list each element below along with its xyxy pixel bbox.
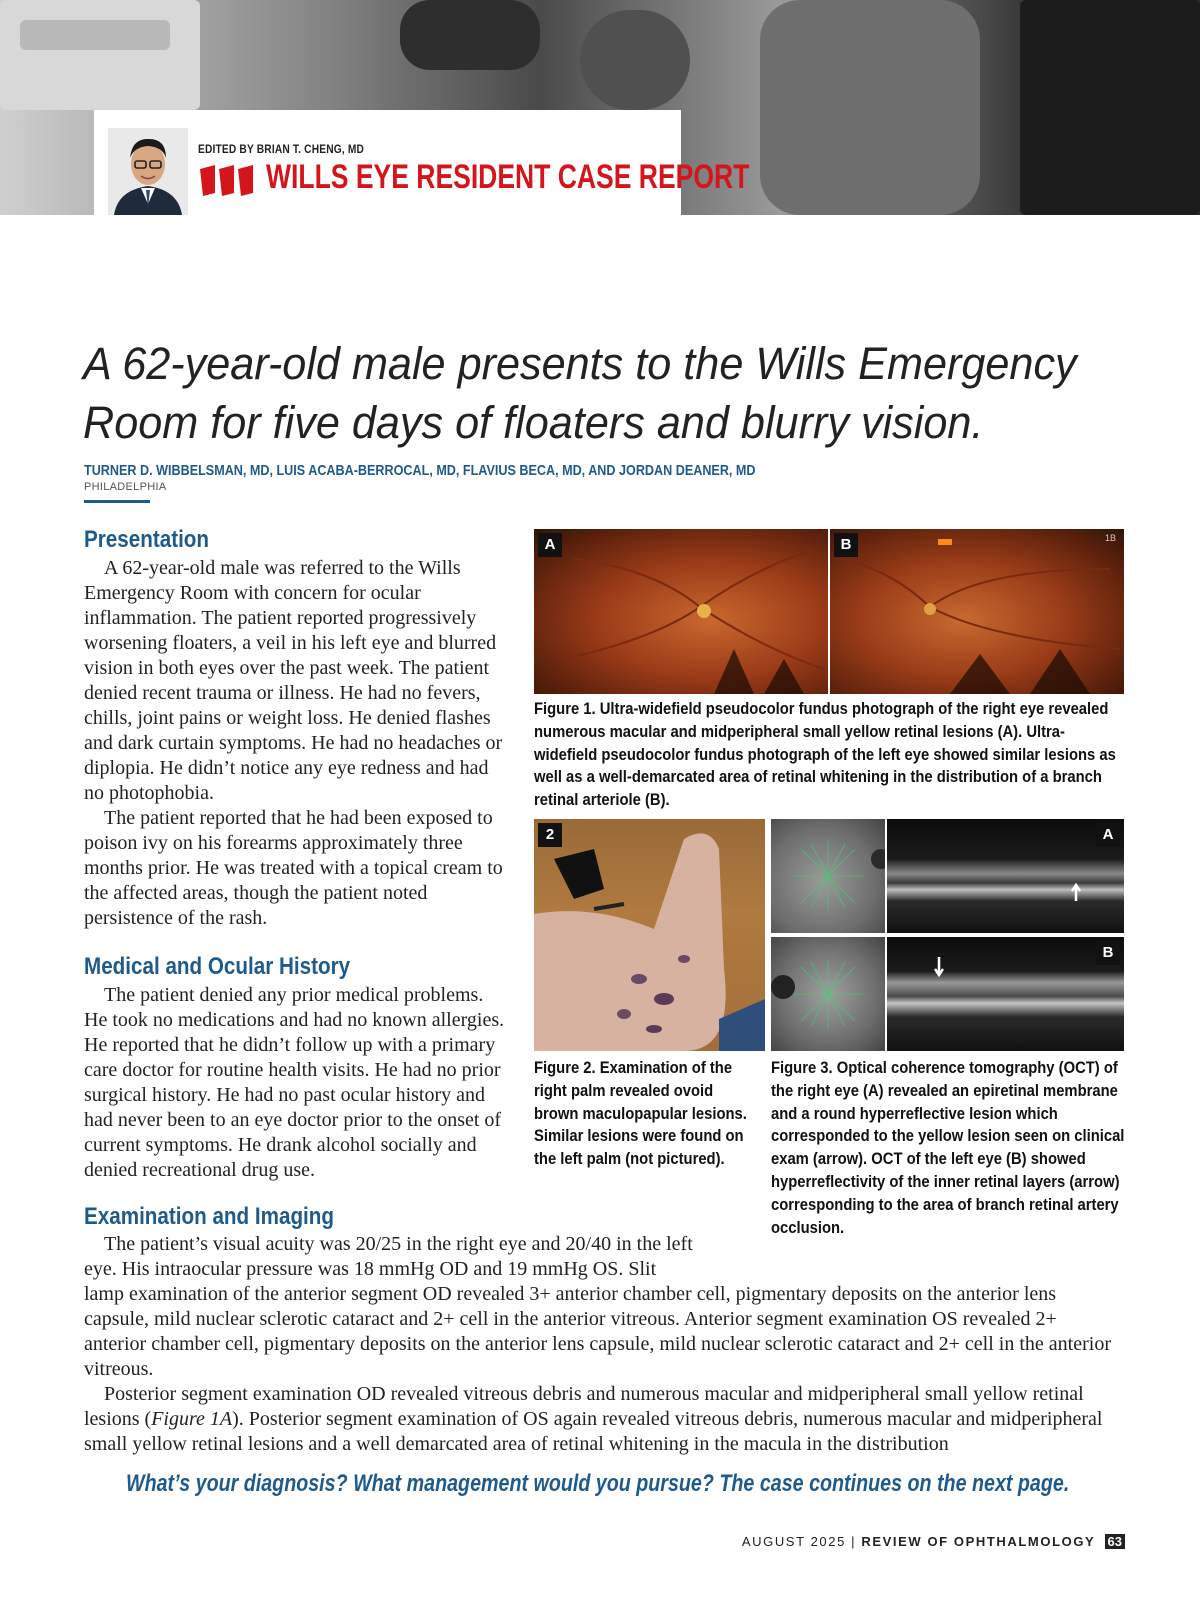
exam-paragraph-2 bbox=[84, 1382, 1118, 1457]
figure-2-panel-label: 2 bbox=[538, 823, 562, 847]
palm-illustration bbox=[534, 819, 765, 1051]
diagnosis-prompt: What’s your diagnosis? What management would you pursue? The case continues on the next page. bbox=[126, 1470, 1070, 1497]
figure-2-caption: Figure 2. Examination of the right palm revealed ovoid brown maculopapular lesions. Similar lesions were found on the left palm (not pictured). bbox=[534, 1058, 747, 1169]
figure-1b-fundus-image bbox=[830, 529, 1124, 694]
wills-eye-logo-icon bbox=[198, 163, 258, 197]
figure-2-palm-photo bbox=[534, 819, 765, 1051]
fundus-vessels-right-eye bbox=[534, 529, 828, 694]
history-body bbox=[84, 983, 508, 1183]
equipment-panel bbox=[0, 0, 200, 110]
microscope-shape bbox=[400, 0, 540, 70]
footer-separator: | bbox=[851, 1534, 857, 1549]
presentation-paragraph-1: A 62-year-old male was referred to the Wills Emergency Room with concern for ocular inflammation. The patient reported progressively worsening floaters, a veil in his left eye and blurred vision in both eyes over the past week. The patient denied recent trauma or illness. He had no fevers, chills, joint pains or weight loss. He denied flashes and dark curtain symptoms. He had no headaches or diplopia. He didn’t notice any eye redness and had no photophobia. bbox=[84, 557, 503, 804]
surgeon-body-shape bbox=[760, 0, 980, 215]
exam-body bbox=[84, 1282, 1118, 1457]
edited-by: EDITED BY BRIAN T. CHENG, MD bbox=[198, 142, 365, 156]
background-dark bbox=[1020, 0, 1200, 215]
presentation-paragraph-2: The patient reported that he had been exposed to poison ivy on his forearms approximately three months prior. He was treated with a topical cream to the affected areas, though the patient noted persistence of the rash. bbox=[84, 807, 503, 929]
presentation-heading: Presentation bbox=[84, 526, 210, 553]
fundus-vessels-left-eye bbox=[830, 529, 1124, 694]
header-banner bbox=[0, 0, 1200, 215]
oct-scan-lines-a bbox=[771, 819, 885, 933]
figure-3b-infrared-fundus bbox=[771, 937, 885, 1051]
exam-paragraph-2-text-b: ). Posterior segment examination of OS again revealed vitreous debris, numerous macular and midperipheral small yellow retinal lesions and a well demarcated area of retinal whitening in the macula in the distribution bbox=[84, 1408, 1103, 1455]
accent-rule bbox=[84, 500, 150, 503]
oct-scan-lines-b bbox=[771, 937, 885, 1051]
figure-3-caption: Figure 3. Optical coherence tomography (OCT) of the right eye (A) revealed an epiretinal membrane and a round hyperreflective lesion which corresponded to the yellow lesion seen on clinical exam (arrow). OCT of the left eye (B) showed hyperreflectivity of the inner retinal layers (arrow) corresponding to the area of branch retinal artery occlusion. bbox=[771, 1058, 1125, 1237]
figure-1-panel-a-label: A bbox=[538, 533, 562, 557]
figure-1a-fundus-image bbox=[534, 529, 828, 694]
history-heading: Medical and Ocular History bbox=[84, 953, 351, 980]
exam-intro bbox=[84, 1232, 724, 1282]
article-authors: TURNER D. WIBBELSMAN, MD, LUIS ACABA-BERROCAL, MD, FLAVIUS BECA, MD, AND JORDAN DEANER, MD bbox=[84, 462, 756, 479]
article-location: PHILADELPHIA bbox=[84, 481, 167, 493]
oct-arrow-b bbox=[887, 937, 1124, 1051]
figure-3a-oct-scan bbox=[887, 819, 1124, 933]
figure-3b-oct-scan bbox=[887, 937, 1124, 1051]
equipment-detail bbox=[20, 20, 170, 50]
figure-1-caption: Figure 1. Ultra-widefield pseudocolor fundus photograph of the right eye revealed numerous macular and midperipheral small yellow retinal lesions (A). Ultra-widefield pseudocolor fundus photograph of the left eye showed similar lesions as well as a well-demarcated area of retinal whitening in the distribution of a branch retinal arteriole (B). bbox=[534, 699, 1116, 810]
footer-date: AUGUST 2025 bbox=[741, 1534, 846, 1549]
figure-3-panel-b-label: B bbox=[1096, 941, 1120, 965]
figure-1-panel-b-label: B bbox=[834, 533, 858, 557]
history-paragraph-1: The patient denied any prior medical problems. He took no medications and had no known allergies. He reported that he didn’t follow up with a primary care doctor for routine health visits. He had no prior surgical history. He had no past ocular history and had never been to an eye doctor prior to the onset of current symptoms. He drank alcohol socially and denied recreational drug use. bbox=[84, 984, 505, 1181]
exam-paragraph-2-text-a: Posterior segment examination OD revealed vitreous debris and numerous macular and midperipheral small yellow retinal lesions ( bbox=[84, 1383, 1084, 1430]
page-footer bbox=[742, 1534, 1125, 1549]
footer-publication: REVIEW OF OPHTHALMOLOGY bbox=[861, 1534, 1096, 1549]
figure-3a-infrared-fundus bbox=[771, 819, 885, 933]
section-brand-title: WILLS EYE RESIDENT CASE REPORT bbox=[266, 158, 750, 196]
exam-heading: Examination and Imaging bbox=[84, 1203, 335, 1230]
editor-avatar bbox=[108, 128, 188, 215]
figure-1a-reference: Figure 1A bbox=[151, 1408, 233, 1430]
figure-3-panel-a-label: A bbox=[1096, 823, 1120, 847]
page-number: 63 bbox=[1105, 1534, 1125, 1549]
exam-paragraph-1-start: The patient’s visual acuity was 20/25 in the right eye and 20/40 in the left eye. His intraocular pressure was 18 mmHg OD and 19 mmHg OS. Slit bbox=[84, 1233, 693, 1280]
oct-arrow-a bbox=[887, 819, 1124, 933]
title-card bbox=[94, 110, 750, 215]
figure-1b-corner-tag: 1B bbox=[1104, 533, 1116, 543]
exam-paragraph-1-continued: lamp examination of the anterior segment OD revealed 3+ anterior chamber cell, pigmentary deposits on the anterior lens capsule, mild nuclear sclerotic cataract and 2+ cell in the anterior vitreous. Anterior segment examination OS revealed 2+ anterior chamber cell, pigmentary deposits on the anterior lens capsule, mild nuclear sclerotic cataract and 2+ cell in the anterior vitreous. bbox=[84, 1283, 1111, 1380]
presentation-body bbox=[84, 556, 508, 931]
surgeon-head-shape bbox=[580, 10, 690, 110]
article-headline: A 62-year-old male presents to the Wills Emergency Room for five days of floaters and blurry vision. bbox=[83, 338, 1077, 448]
